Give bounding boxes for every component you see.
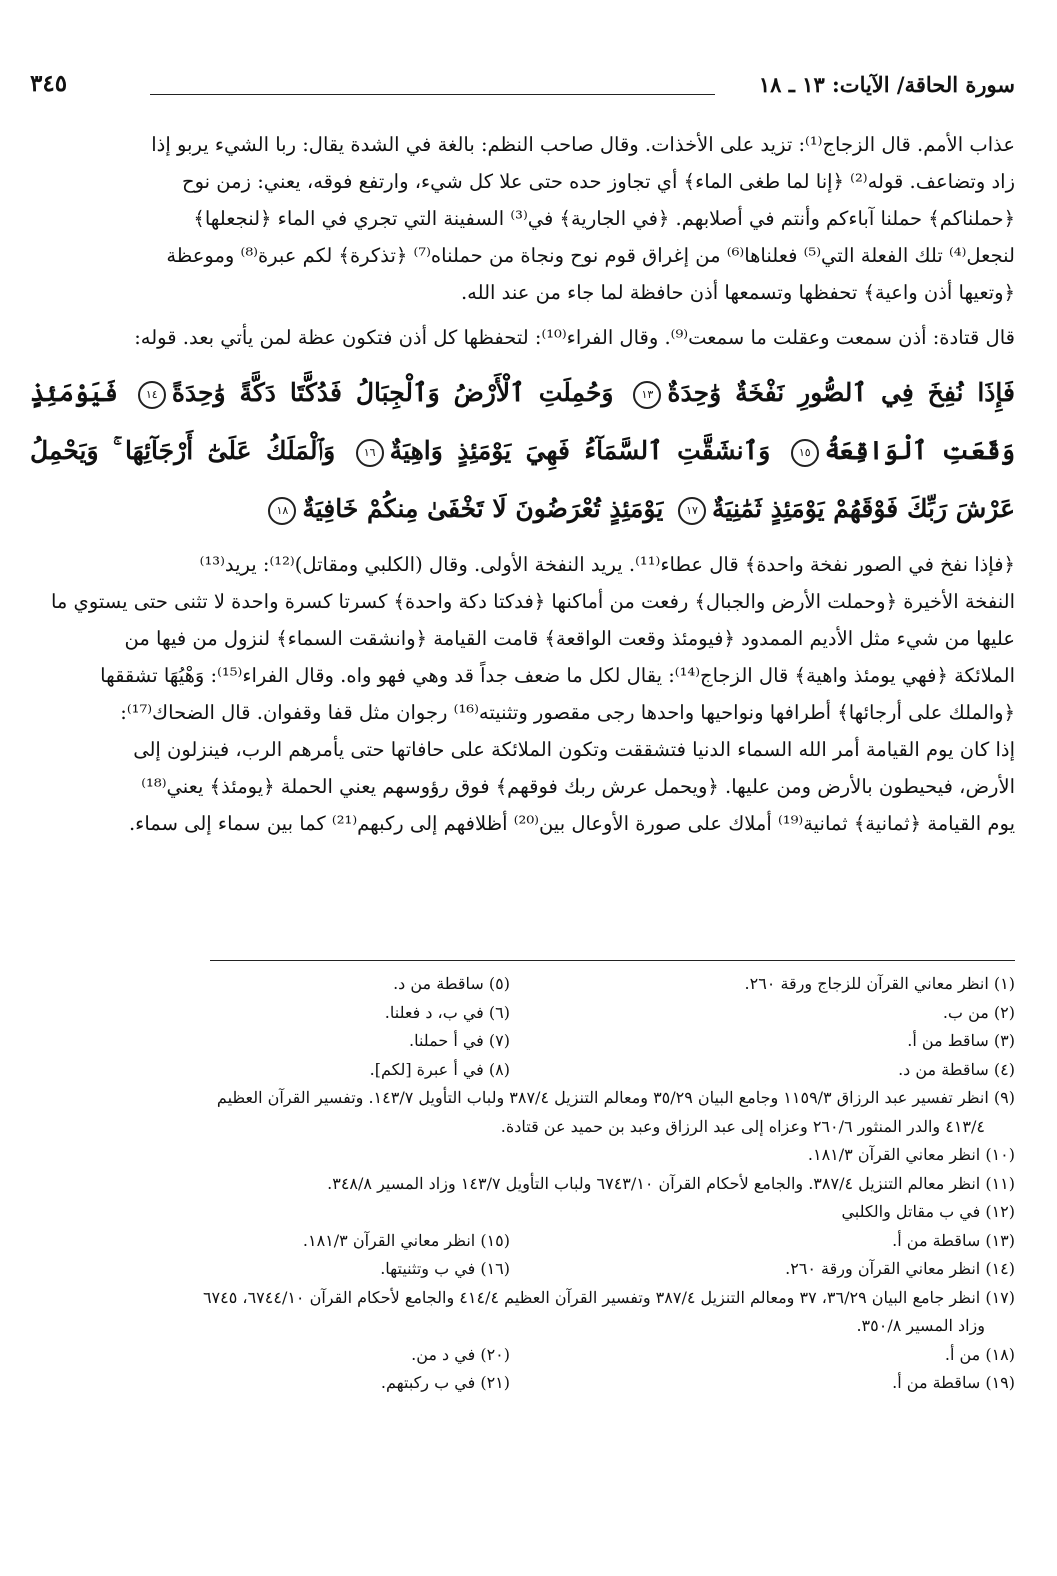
verse-number-marker: ١٣ — [633, 381, 661, 409]
footnote: (١٣) ساقطة من أ. — [892, 1230, 1015, 1250]
verse-number-marker: ١٧ — [678, 497, 706, 525]
text-line: قال قتادة: أذن سمعت وعقلت ما سمعت⁽⁹⁾. وقال الفراء⁽¹⁰⁾: لتحفظها كل أذن فتكون عظة لمن يأتي بعد. قوله: — [134, 326, 1015, 349]
text-line: النفخة الأخيرة ﴿وحملت الأرض والجبال﴾ رفعت من أماكنها ﴿فدكتا دكة واحدة﴾ كسرتا كسرة واحدة لا تثنى حتى يستوي ما — [50, 590, 1015, 613]
footnote-row — [30, 1056, 1015, 1085]
footnotes — [30, 970, 1015, 1398]
footnote-row — [30, 999, 1015, 1028]
text-line: ﴿وتعيها أذن واعية﴾ تحفظها وتسمعها أذن حافظة لما جاء من عند الله. — [460, 281, 1015, 304]
footnote: (٣) ساقط من أ. — [907, 1031, 1015, 1050]
footnote: (١١) انظر معالم التنزيل ٣٨٧/٤. والجامع لأحكام القرآن ٦٧٤٣/١٠ ولباب التأويل ١٤٣/٧ وزاد المسير ٣٤٨/٨. — [327, 1173, 1015, 1193]
text-line: إذا كان يوم القيامة أمر الله السماء الدنيا فتشققت وتكون الملائكة على حافاتها حتى يأمرهم الرب، فينزلون إلى — [133, 738, 1015, 761]
footnote: (١) انظر معاني القرآن للزجاج ورقة ٢٦٠. — [744, 974, 1015, 993]
main-text — [30, 126, 1015, 842]
verse-17: وَٱلْمَلَكُ عَلَىٰٓ أَرْجَآئِهَا ۚ وَيَحْمِلُ عَرْشَ رَبِّكَ فَوْقَهُمْ يَوْمَئِذٍ ثَمَٰنِيَةٌ١٧ — [30, 436, 1015, 523]
verse-number-marker: ١٦ — [356, 439, 384, 467]
verse-16: وَٱنشَقَّتِ ٱلسَّمَآءُ فَهِيَ يَوْمَئِذٍ وَاهِيَةٌ١٦ — [350, 436, 771, 465]
verse-number-marker: ١٤ — [138, 381, 166, 409]
footnote: (١٦) في ب وتثنيتها. — [380, 1259, 510, 1278]
footnote-row — [30, 1255, 1015, 1284]
footnote-continuation: ٤١٣/٤ والدر المنثور ٢٦٠/٦ وعزاه إلى عبد الرزاق وعبد بن حميد عن قتادة. — [500, 1116, 985, 1136]
text-line: الأرض، فيحيطون بالأرض ومن عليها. ﴿ويحمل عرش ربك فوقهم﴾ فوق رؤوسهم يعني الحملة ﴿يومئذ﴾ يعني⁽¹⁸⁾ — [141, 775, 1015, 798]
text-line: لنجعل⁽⁴⁾ تلك الفعلة التي⁽⁵⁾ فعلناها⁽⁶⁾ من إغراق قوم نوح ونجاة من حملناه⁽⁷⁾ ﴿تذكرة﴾ لكم عبرة⁽⁸⁾ وموعظة — [166, 244, 1015, 267]
footnote-separator — [210, 960, 1015, 961]
footnote: (١٩) ساقطة من أ. — [892, 1373, 1015, 1392]
footnote-row — [30, 1027, 1015, 1056]
text-line: ﴿حملناكم﴾ حملنا آباءكم وأنتم في أصلابهم. ﴿في الجارية﴾ في⁽³⁾ السفينة التي تجري في الماء ﴿لنجعلها﴾ — [193, 207, 1015, 230]
commentary-paragraph-2 — [30, 319, 1015, 356]
verse-14: وَحُمِلَتِ ٱلْأَرْضُ وَٱلْجِبَالُ فَدُكَّتَا دَكَّةً وَٰحِدَةً١٤ — [132, 378, 614, 407]
commentary-paragraph-1 — [30, 126, 1015, 311]
footnote: (٦) في ب، د فعلنا. — [384, 1002, 510, 1022]
verse-number-marker: ١٨ — [268, 497, 296, 525]
footnote-row — [30, 1227, 1015, 1256]
footnote: (٢) من ب. — [942, 1002, 1015, 1022]
text-line: عليها من شيء مثل الأديم الممدود ﴿فيومئذ وقعت الواقعة﴾ قامت القيامة ﴿وانشقت السماء﴾ لنزول من فيها من — [124, 627, 1015, 650]
text-line: الملائكة ﴿فهي يومئذ واهية﴾ قال الزجاج⁽¹⁴⁾: يقال لكل ما ضعف جداً قد وهي فهو واه. وقال الفراء⁽¹⁵⁾: وَهْيُهَا تشققها — [100, 664, 1015, 687]
footnote-row — [30, 1341, 1015, 1370]
footnote: (٢١) في ب ركبتهم. — [380, 1373, 510, 1392]
footnote: (٨) في أ عبرة [لكم]. — [369, 1059, 510, 1079]
commentary-paragraph-3 — [30, 546, 1015, 842]
footnote: (١٠) انظر معاني القرآن ١٨١/٣. — [807, 1145, 1015, 1164]
text-line: زاد وتضاعف. قوله⁽²⁾ ﴿إنا لما طغى الماء﴾ أي تجاوز حده حتى علا كل شيء، وارتفع فوقه، يعني: زمن نوح — [182, 170, 1015, 193]
verse-13: فَإِذَا نُفِخَ فِي ٱلصُّورِ نَفْخَةٌ وَٰحِدَةٌ١٣ — [627, 378, 1015, 407]
footnote: (٧) في أ حملنا. — [409, 1031, 510, 1050]
footnote: (١٢) في ب مقاتل والكلبي — [841, 1202, 1015, 1221]
surah-title: سورة الحاقة/ الآيات: ١٣ ـ ١٨ — [758, 72, 1015, 97]
page-number: ٣٤٥ — [30, 70, 68, 97]
footnote-row — [30, 970, 1015, 999]
text-line: عذاب الأمم. قال الزجاج⁽¹⁾: تزيد على الأخذات. وقال صاحب النظم: بالغة في الشدة يقال: ربا الشيء يربو إذا — [151, 133, 1015, 156]
running-header — [30, 64, 1015, 114]
footnote: (٥) ساقطة من د. — [393, 974, 510, 993]
footnote: (١٨) من أ. — [944, 1344, 1015, 1364]
footnote: (١٧) انظر جامع البيان ٣٦/٢٩، ٣٧ ومعالم التنزيل ٣٨٧/٤ وتفسير القرآن العظيم ٤١٤/٤ والجامع لأحكام القرآن ٦٧٤٤/١٠، ٦٧٤٥ — [202, 1287, 1015, 1307]
text-line: ﴿والملك على أرجائها﴾ أطرافها ونواحيها واحدها رجى مقصور وتثنيته⁽¹⁶⁾ رجوان مثل قفا وقفوان. قال الضحاك⁽¹⁷⁾: — [120, 701, 1015, 724]
footnote-row — [30, 1369, 1015, 1398]
verse-number-marker: ١٥ — [791, 439, 819, 467]
footnote: (١٥) انظر معاني القرآن ١٨١/٣. — [302, 1230, 510, 1250]
footnote: (١٤) انظر معاني القرآن ورقة ٢٦٠. — [785, 1259, 1015, 1278]
verse-18: يَوْمَئِذٍ تُعْرَضُونَ لَا تَخْفَىٰ مِنكُمْ خَافِيَةٌ١٨ — [262, 494, 663, 523]
verse-15: فَيَوْمَئِذٍ وَقَعَتِ ٱلْوَاقِعَةُ١٥ — [30, 378, 1015, 465]
header-rule — [150, 94, 715, 95]
footnote: (٢٠) في د من. — [411, 1344, 510, 1364]
footnote-continuation: وزاد المسير ٣٥٠/٨. — [856, 1316, 985, 1335]
quran-verses — [30, 364, 1015, 538]
footnote: (٩) انظر تفسير عبد الرزاق ١١٥٩/٣ وجامع البيان ٣٥/٢٩ ومعالم التنزيل ٣٨٧/٤ ولباب التأويل ١٤٣/٧. وتفسير القرآن العظيم — [216, 1088, 1015, 1107]
text-line: يوم القيامة ﴿ثمانية﴾ ثمانية⁽¹⁹⁾ أملاك على صورة الأوعال بين⁽²⁰⁾ أظلافهم إلى ركبهم⁽²¹⁾ كما بين سماء إلى سماء. — [128, 812, 1015, 835]
text-line: ﴿فإذا نفخ في الصور نفخة واحدة﴾ قال عطاء⁽¹¹⁾. يريد النفخة الأولى. وقال (الكلبي ومقاتل)⁽¹²⁾: يريد⁽¹³⁾ — [199, 553, 1015, 576]
footnote: (٤) ساقطة من د. — [898, 1059, 1015, 1079]
